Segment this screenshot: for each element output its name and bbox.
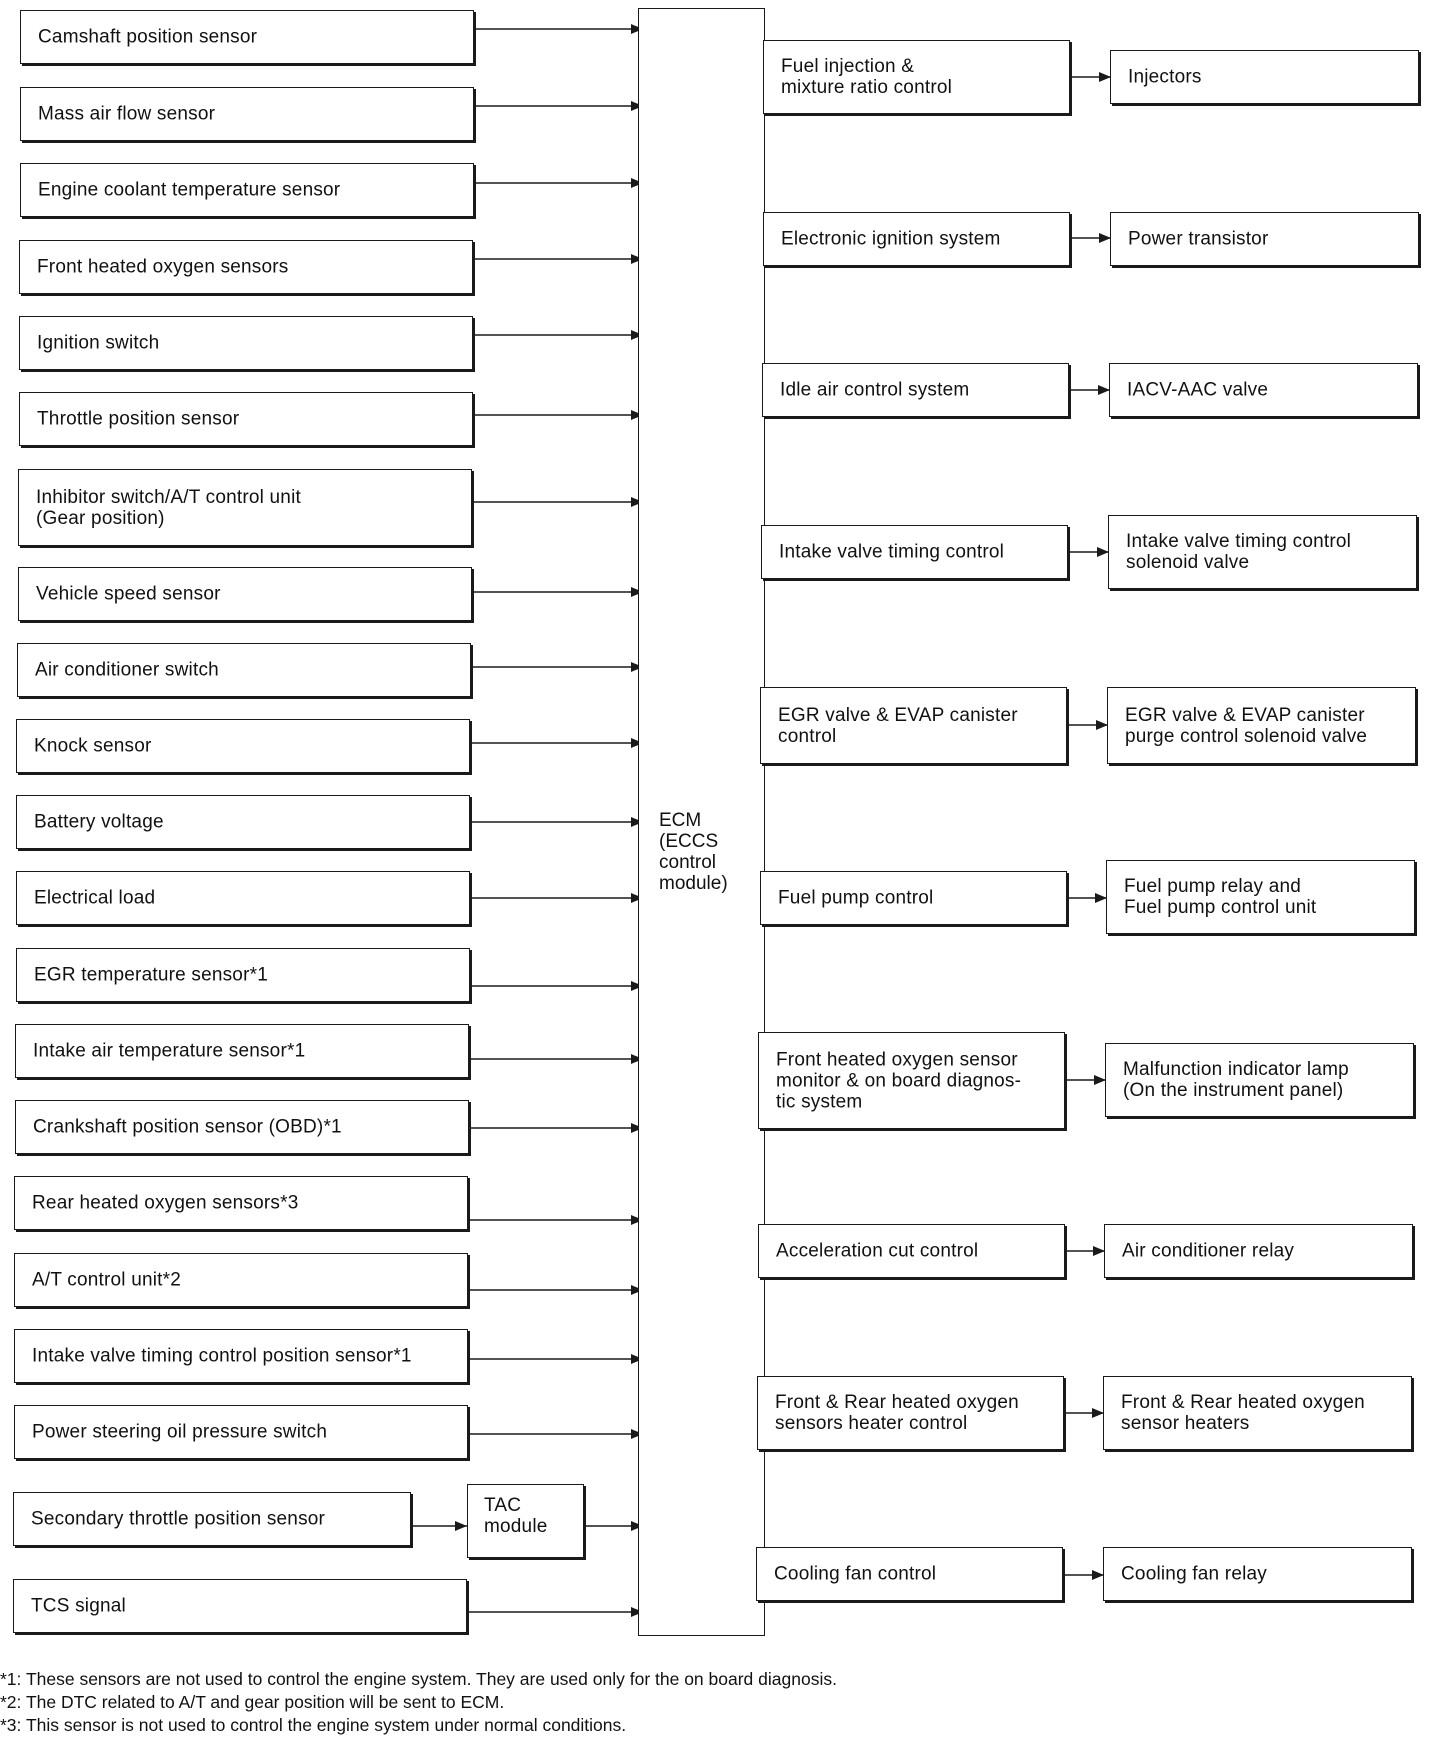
input-label: Rear heated oxygen sensors*3 — [32, 1192, 299, 1214]
input-label: Camshaft position sensor — [38, 26, 258, 48]
input-air-conditioner-switch — [17, 643, 471, 697]
function-label: Electronic ignition system — [781, 228, 1001, 250]
input-label: Mass air flow sensor — [38, 103, 216, 125]
input-electrical-load — [16, 871, 470, 925]
function-acceleration-cut-control — [758, 1224, 1065, 1278]
function-egr-evap-canister-control — [760, 687, 1067, 764]
actuator-label: Front & Rear heated oxygen sensor heaters — [1121, 1392, 1365, 1434]
footnote-2: *2: The DTC related to A/T and gear position will be sent to ECM. — [0, 1692, 505, 1712]
actuator-cooling-fan-relay — [1103, 1547, 1412, 1601]
input-intake-valve-timing-control-position-sensor — [14, 1329, 468, 1383]
actuator-label: Injectors — [1128, 66, 1202, 88]
actuator-label: Cooling fan relay — [1121, 1563, 1267, 1585]
function-idle-air-control-system — [762, 363, 1069, 417]
tac-module-box — [467, 1484, 584, 1558]
actuator-label: EGR valve & EVAP canister purge control solenoid valve — [1125, 704, 1368, 747]
function-label: Intake valve timing control — [779, 541, 1005, 563]
input-label: Power steering oil pressure switch — [32, 1421, 328, 1443]
actuator-air-conditioner-relay — [1104, 1224, 1413, 1278]
input-label: A/T control unit*2 — [32, 1269, 181, 1291]
input-label: TCS signal — [31, 1595, 126, 1617]
actuator-label: Air conditioner relay — [1122, 1240, 1295, 1262]
input-label: Secondary throttle position sensor — [31, 1508, 326, 1530]
input-engine-coolant-temperature-sensor — [20, 163, 474, 217]
input-label: Battery voltage — [34, 811, 164, 833]
function-label: Idle air control system — [780, 379, 970, 401]
input-label: Air conditioner switch — [35, 659, 219, 681]
actuator-label: Malfunction indicator lamp (On the instrument panel) — [1123, 1059, 1349, 1101]
input-vehicle-speed-sensor — [18, 567, 472, 621]
actuator-injectors — [1110, 50, 1419, 104]
input-inhibitor-switch — [18, 469, 472, 546]
footnotes — [0, 1668, 837, 1737]
input-label: Throttle position sensor — [37, 408, 240, 430]
input-egr-temperature-sensor — [16, 948, 470, 1002]
function-electronic-ignition-system — [763, 212, 1070, 266]
actuator-label: IACV-AAC valve — [1127, 379, 1269, 401]
input-label: Knock sensor — [34, 735, 152, 757]
function-label: Fuel pump control — [778, 887, 934, 909]
actuator-label: Fuel pump relay and Fuel pump control unit — [1124, 876, 1317, 918]
input-crankshaft-position-sensor — [15, 1100, 469, 1154]
actuator-oxygen-sensor-heaters — [1103, 1376, 1412, 1450]
input-throttle-position-sensor — [19, 392, 473, 446]
input-tcs-signal — [13, 1579, 467, 1633]
input-intake-air-temperature-sensor — [15, 1024, 469, 1078]
function-label: Front & Rear heated oxygen sensors heater control — [775, 1392, 1019, 1434]
function-label: EGR valve & EVAP canister control — [778, 704, 1018, 747]
input-battery-voltage — [16, 795, 470, 849]
input-at-control-unit — [14, 1253, 468, 1307]
input-rear-heated-oxygen-sensors — [14, 1176, 468, 1230]
function-front-oxygen-sensor-monitor-obd — [758, 1032, 1065, 1129]
function-intake-valve-timing-control — [761, 525, 1068, 579]
input-mass-air-flow-sensor — [20, 87, 474, 141]
actuator-label: Intake valve timing control solenoid valve — [1126, 531, 1352, 573]
input-ignition-switch — [19, 316, 473, 370]
actuator-egr-evap-purge-solenoid — [1107, 687, 1416, 764]
ecm-label: ECM (ECCS control module) — [659, 810, 728, 894]
function-fuel-injection-control — [763, 40, 1070, 114]
input-label: EGR temperature sensor*1 — [34, 964, 268, 986]
input-label: Engine coolant temperature sensor — [38, 179, 341, 201]
function-label: Fuel injection & mixture ratio control — [781, 56, 953, 98]
actuator-iacv-aac-valve — [1109, 363, 1418, 417]
input-label: Inhibitor switch/A/T control unit (Gear position) — [36, 486, 301, 529]
input-secondary-throttle-position-sensor — [13, 1492, 411, 1546]
input-label: Front heated oxygen sensors — [37, 256, 289, 278]
input-label: Intake valve timing control position sensor*1 — [32, 1345, 412, 1367]
input-label: Vehicle speed sensor — [36, 583, 221, 605]
function-label: Cooling fan control — [774, 1563, 937, 1585]
input-camshaft-position-sensor — [20, 10, 474, 64]
input-label: Ignition switch — [37, 332, 160, 354]
footnote-1: *1: These sensors are not used to control the engine system. They are used only for the on board diagnosis. — [0, 1669, 837, 1689]
function-label: Front heated oxygen sensor monitor & on board diagnos- tic system — [776, 1049, 1022, 1112]
input-label: Intake air temperature sensor*1 — [33, 1040, 306, 1062]
function-fuel-pump-control — [760, 871, 1067, 925]
function-cooling-fan-control — [756, 1547, 1063, 1601]
actuator-fuel-pump-relay — [1106, 860, 1415, 934]
input-label: Electrical load — [34, 887, 156, 909]
input-power-steering-oil-pressure-switch — [14, 1405, 468, 1459]
input-knock-sensor — [16, 719, 470, 773]
input-label: Crankshaft position sensor (OBD)*1 — [33, 1116, 342, 1138]
function-oxygen-sensors-heater-control — [757, 1376, 1064, 1450]
actuator-intake-valve-timing-solenoid — [1108, 515, 1417, 589]
tac-module-label: TAC module — [484, 1495, 548, 1537]
input-front-heated-oxygen-sensors — [19, 240, 473, 294]
function-label: Acceleration cut control — [776, 1240, 979, 1262]
footnote-3: *3: This sensor is not used to control the engine system under normal conditions. — [0, 1715, 627, 1735]
actuator-label: Power transistor — [1128, 228, 1269, 250]
actuator-power-transistor — [1110, 212, 1419, 266]
actuator-malfunction-indicator-lamp — [1105, 1043, 1414, 1117]
